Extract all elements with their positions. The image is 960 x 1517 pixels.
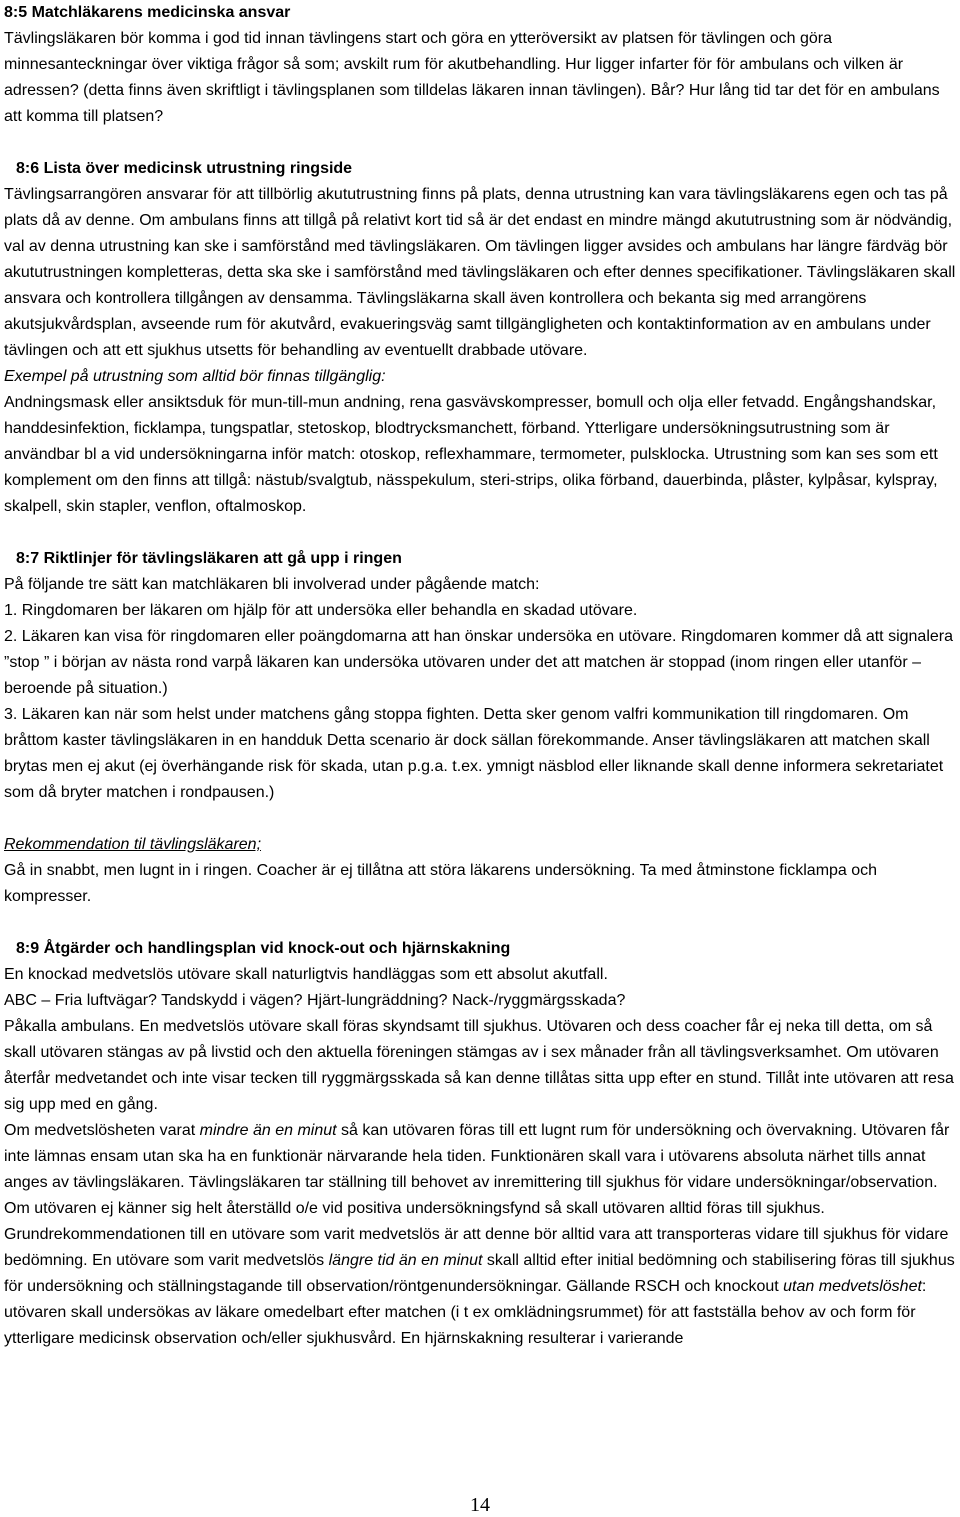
paragraph-text: Om medvetslösheten varat: [4, 1122, 200, 1139]
example-label: Exempel på utrustning som alltid bör finnas tillgänglig:: [4, 368, 386, 385]
section-heading-text: 8:9 Åtgärder och handlingsplan vid knock-out och hjärnskakning: [16, 940, 511, 957]
section-8-5: [4, 0, 956, 130]
section-heading-text: 8:6 Lista över medicinsk utrustning ringside: [16, 160, 353, 177]
page-number: 14: [470, 1494, 490, 1516]
section-heading: 8:5 Matchläkarens medicinska ansvar: [4, 4, 291, 21]
list-item: 3. Läkaren kan när som helst under matchens gång stoppa fighten. Detta sker genom valfri kommunikation till ringdomaren. Om bråttom kaster tävlingsläkaren in en handduk Detta scenario är dock sällan förekommande. Anser tävlingsläkaren att matchen skall brytas men ej akut (ej överhängande risk för skada, utan p.g.a. t.ex. ymnigt näsblod eller liknande skall denne informera sekretariatet som då bryter matchen i rondpausen.): [4, 706, 944, 801]
document-page: [4, 0, 956, 1352]
section-body: Tävlingsarrangören ansvarar för att tillbörlig akututrustning finns på plats, denna utrustning kan vara tävlingsläkarens egen och tas på plats då av denne. Om ambulans finns att tillgå på relativt kort tid så är det endast en mindre mängd akututrustning som är nödvändig, val av denna utrustning kan ske i samförstånd med tävlingsläkaren. Om tävlingen ligger avsides och ambulans har längre färdväg bör akututrustningen kompletteras, detta ska ske i samförstånd med tävlingsläkaren och efter dennes specifikationer. Tävlingsläkaren skall ansvara och kontrollera tillgången av densamma. Tävlingsläkarna skall även kontrollera och bekanta sig med arrangörens akutsjukvårdsplan, avseende rum för akutvård, evakueringsväg samt tillgängligheten och kontaktinformation av en ambulans under tävlingen och att ett sjukhus utsetts för behandling av eventuellt drabbade utövare.: [4, 186, 956, 359]
paragraph-text: skall alltid efter initial bedömning och stabilisering föras till sjukhus för undersökning och ställningstagande till observation/röntgenundersökningar. Gällande RSCH och knockout: [4, 1252, 955, 1295]
recommendation-label: Rekommendation til tävlingsläkaren;: [4, 836, 262, 853]
paragraph: [4, 1222, 956, 1352]
list-item: 1. Ringdomaren ber läkaren om hjälp för att undersöka eller behandla en skadad utövare.: [4, 602, 638, 619]
emphasis-text: längre tid än en minut: [328, 1252, 483, 1269]
section-body: [4, 26, 956, 130]
section-intro: På följande tre sätt kan matchläkaren bli involverad under pågående match:: [4, 576, 540, 593]
section-8-6: [4, 156, 956, 520]
paragraph: ABC – Fria luftvägar? Tandskydd i vägen? Hjärt-lungräddning? Nack-/ryggmärgsskada?: [4, 992, 626, 1009]
section-8-9: [4, 936, 956, 1352]
section-heading: [4, 546, 956, 572]
paragraph: Påkalla ambulans. En medvetslös utövare skall föras skyndsamt till sjukhus. Utövaren och dess coacher får ej neka till detta, om så skall utövaren stängas av på livstid och den aktuella föreningen stämgas av i sex månader från all tävlingsverksamhet. Om utövaren återfår medvetandet och inte visar tecken till ryggmärgsskada så kan denne tillåtas sitta upp efter en stund. Tillåt inte utövaren att resa sig upp med en gång.: [4, 1018, 954, 1113]
section-8-7: [4, 546, 956, 806]
list-item: 2. Läkaren kan visa för ringdomaren eller poängdomarna att han önskar undersöka en utövare. Ringdomaren kommer då att signalera ”stop ” i början av nästa rond varpå läkaren kan undersöka utövaren under det att matchen är stoppad (inom ringen eller utanför – beroende på situation.): [4, 628, 953, 697]
paragraph-text: : utövaren skall undersökas av läkare omedelbart efter matchen (i t ex omklädningsrummet) för att fastställa behov av och form för ytterligare medicinsk observation och/eller sjukhusvård. En hjärnskakning resulterar i varierande: [4, 1278, 927, 1347]
paragraph: En knockad medvetslös utövare skall naturligtvis handläggas som ett absolut akutfall.: [4, 966, 608, 983]
section-heading: [4, 936, 956, 962]
paragraph-text: Hur ligger infarter för för ambulans och vilken är adressen? (detta finns även skriftligt i tävlingsplanen som tilldelas läkaren innan tävlingen). Bår? Hur lång tid tar det för en ambulans att komma till platsen?: [4, 56, 940, 125]
recommendation: [4, 832, 956, 910]
paragraph-text: så kan utövaren föras till ett lugnt rum för undersökning och övervakning. Utövaren får inte lämnas ensam utan ska ha en funktionär närvarande hela tiden. Funktionären skall vara i utövarens absoluta närhet tills annat anges av tävlingsläkaren. Tävlingsläkaren tar ställning till behovet av inremittering till sjukhus för vidare undersökningar/observation. Om utövaren ej känner sig helt återställd o/e vid positiva undersökningsfynd så skall utövaren alltid föras till sjukhus.: [4, 1122, 950, 1217]
paragraph: [4, 1118, 956, 1222]
section-heading-text: 8:7 Riktlinjer för tävlingsläkaren att gå upp i ringen: [16, 550, 402, 567]
emphasis-text: utan medvetslöshet: [783, 1278, 922, 1295]
paragraph-text: Tävlingsläkaren bör komma i god tid innan tävlingens start och göra en ytteröversikt av platsen för tävlingen och göra minnesanteckningar över viktiga frågor så som; avskilt rum för akutbehandling.: [4, 30, 832, 73]
example-body: Andningsmask eller ansiktsduk för mun-till-mun andning, rena gasvävskompresser, bomull och olja eller fetvadd. Engångshandskar, handdesinfektion, ficklampa, tungspatlar, stetoskop, blodtrycksmanchett, förband. Ytterligare undersökningsutrustning som är användbar bl a vid undersökningarna inför match: otoskop, reflexhammare, termometer, pulsklocka. Utrustning som kan ses som ett komplement om den finns att tillgå: nästub/svalgtub, nässpekulum, steri-strips, olika förband, dauerbinda, plåster, kylpåsar, kylspray, skalpell, skin stapler, venflon, oftalmoskop.: [4, 394, 938, 515]
emphasis-text: mindre än en minut: [199, 1122, 337, 1139]
recommendation-body: Gå in snabbt, men lugnt in i ringen. Coacher är ej tillåtna att störa läkarens undersökning. Ta med åtminstone ficklampa och kompresser.: [4, 862, 878, 905]
paragraph-text: Grundrekommendationen till en utövare som varit medvetslös är att denne bör alltid vara att transporteras vidare till sjukhus för vidare bedömning. En utövare som varit medvetslös: [4, 1226, 949, 1269]
section-heading: [4, 156, 956, 182]
